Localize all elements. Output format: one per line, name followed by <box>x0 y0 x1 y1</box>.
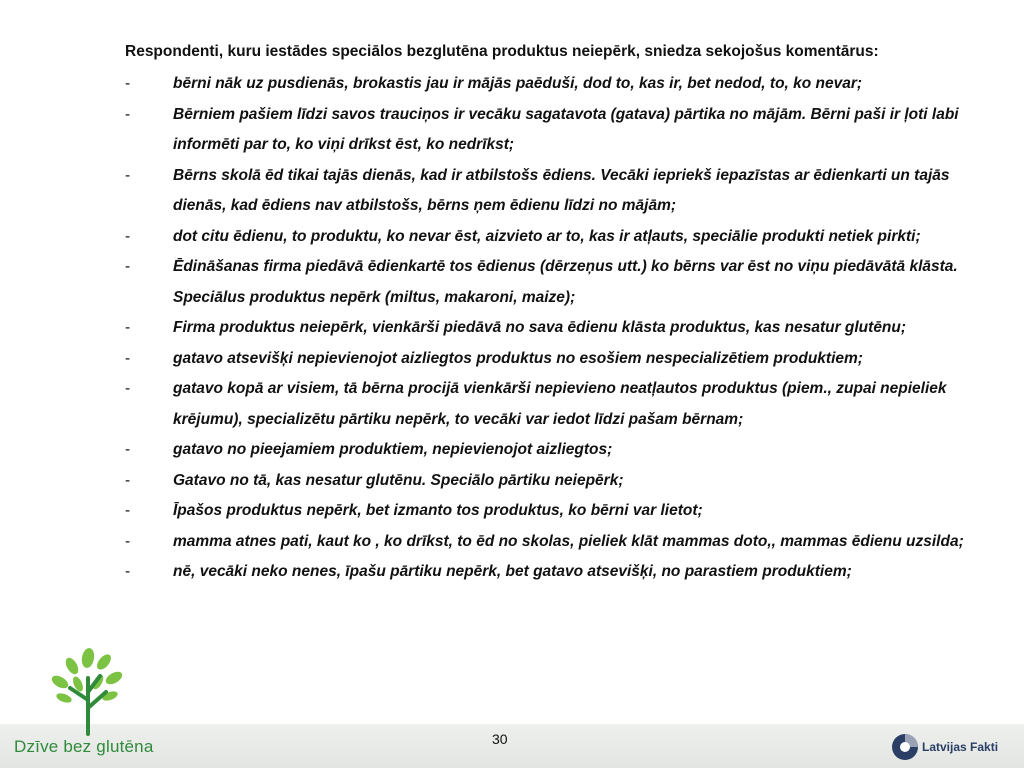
slide-content <box>125 38 985 588</box>
list-item <box>125 313 985 344</box>
list-item-text: mamma atnes pati, kaut ko , ko drīkst, to ēd no skolas, pieliek klāt mammas doto,, mammas ēdienu uzsilda; <box>173 532 964 550</box>
list-item-text: Bērns skolā ēd tikai tajās dienās, kad ir atbilstošs ēdiens. Vecāki iepriekš iepazīstas ar ēdienkarti un tajās dienās, kad ēdiens nav atbilstošs, bērns ņem ēdienu līdzi no mājām; <box>173 166 950 214</box>
list-item <box>125 69 985 100</box>
list-item-text: Gatavo no tā, kas nesatur glutēnu. Speciālo pārtiku neiepērk; <box>173 471 624 489</box>
tree-logo-icon <box>48 648 128 736</box>
list-item-text: gatavo atsevišķi nepievienojot aizliegtos produktus no esošiem nespecializētiem produktiem; <box>173 349 863 367</box>
latvijas-fakti-logo-icon <box>890 732 920 762</box>
list-item <box>125 496 985 527</box>
brand-name: Dzīve bez glutēna <box>14 737 154 756</box>
bullet-dash: - <box>125 471 131 489</box>
list-item <box>125 252 985 313</box>
list-item <box>125 222 985 253</box>
bullet-dash: - <box>125 563 131 580</box>
bullet-dash: - <box>125 105 131 123</box>
page-number: 30 <box>492 731 508 747</box>
list-item-text: gatavo kopā ar visiem, tā bērna procijā vienkārši nepievieno neatļautos produktus (piem., zupai nepieliek krējumu), specializētu pārtiku nepērk, to vecāki var iedot līdzi pašam bērnam; <box>173 380 947 428</box>
partner-name: Latvijas Fakti <box>922 740 999 754</box>
bullet-dash: - <box>125 380 131 397</box>
list-item-text: dot citu ēdienu, to produktu, ko nevar ēst, aizvieto ar to, kas ir atļauts, speciālie produkti netiek pirkti; <box>173 227 921 245</box>
list-item <box>125 435 985 466</box>
intro-text: Respondenti, kuru iestādes speciālos bezglutēna produktus neiepērk, sniedza sekojošus komentārus: <box>125 43 879 60</box>
list-item-text: Īpašos produktus nepērk, bet izmanto tos produktus, ko bērni var lietot; <box>173 502 703 519</box>
list-item-text: bērni nāk uz pusdienās, brokastis jau ir mājās paēduši, dod to, kas ir, bet nedod, to, ko nevar; <box>173 75 863 92</box>
footer-bar <box>0 724 1024 768</box>
bullet-dash: - <box>125 502 131 519</box>
bullet-dash: - <box>125 441 131 458</box>
list-item-text: gatavo no pieejamiem produktiem, nepievienojot aizliegtos; <box>173 441 613 458</box>
list-item <box>125 100 985 161</box>
comment-list <box>125 69 985 588</box>
list-item <box>125 466 985 497</box>
list-item <box>125 161 985 222</box>
list-item <box>125 344 985 375</box>
bullet-dash: - <box>125 258 131 275</box>
bullet-dash: - <box>125 319 131 336</box>
list-item-text: nē, vecāki neko nenes, īpašu pārtiku nepērk, bet gatavo atsevišķi, no parastiem produktiem; <box>173 563 852 580</box>
list-item <box>125 557 985 588</box>
list-item-text: Ēdināšanas firma piedāvā ēdienkartē tos ēdienus (dērzeņus utt.) ko bērns var ēst no viņu piedāvātā klāsta. Speciālus produktus nepērk (miltus, makaroni, maize); <box>173 258 958 306</box>
list-item-text: Firma produktus neiepērk, vienkārši piedāvā no sava ēdienu klāsta produktus, kas nesatur glutēnu; <box>173 319 907 336</box>
list-item-text: Bērniem pašiem līdzi savos trauciņos ir vecāku sagatavota (gatava) pārtika no mājām. Bērni paši ir ļoti labi informēti par to, ko viņi drīkst ēst, ko nedrīkst; <box>173 105 959 153</box>
list-item <box>125 527 985 558</box>
bullet-dash: - <box>125 532 131 550</box>
bullet-dash: - <box>125 166 131 184</box>
bullet-dash: - <box>125 349 131 367</box>
list-item <box>125 374 985 435</box>
bullet-dash: - <box>125 227 131 245</box>
bullet-dash: - <box>125 75 131 92</box>
